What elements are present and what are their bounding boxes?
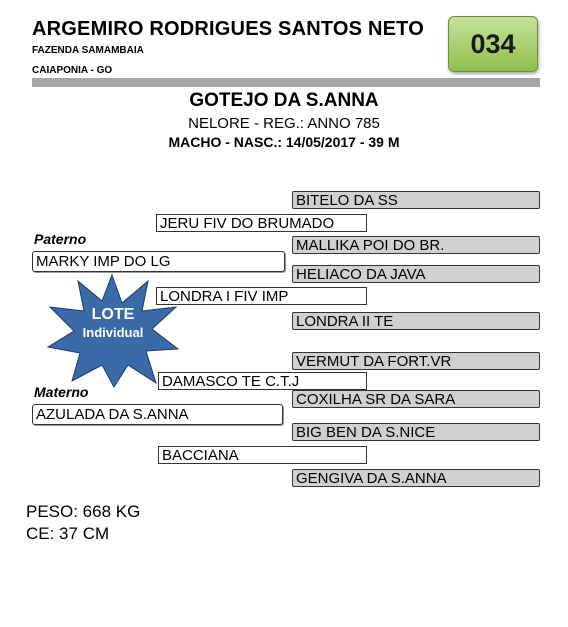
pedigree-dam-dam-dam: GENGIVA DA S.ANNA: [292, 469, 540, 487]
pedigree-dam-sire-dam: COXILHA SR DA SARA: [292, 390, 540, 408]
farm-name: FAZENDA SAMAMBAIA: [32, 45, 144, 56]
paterno-label: Paterno: [34, 231, 87, 247]
pedigree-dam: AZULADA DA S.ANNA: [32, 404, 283, 425]
animal-name: GOTEJO DA S.ANNA: [189, 90, 379, 111]
breed-registration: NELORE - REG.: ANNO 785: [188, 115, 380, 132]
materno-label: Materno: [34, 384, 89, 400]
pedigree-sire-dam-sire: HELIACO DA JAVA: [292, 265, 540, 283]
header-divider: [32, 78, 540, 87]
pedigree-dam-dam-sire: BIG BEN DA S.NICE: [292, 423, 540, 441]
pedigree-dam-sire-sire: VERMUT DA FORT.VR: [292, 352, 540, 370]
pedigree-sire-dam-dam: LONDRA II TE: [292, 312, 540, 330]
individual-label: Individual: [82, 325, 144, 340]
weight-stat: PESO: 668 KG: [26, 502, 141, 521]
ce-stat: CE: 37 CM: [26, 524, 110, 543]
city-name: CAIAPONIA - GO: [32, 65, 113, 76]
pedigree-sire: MARKY IMP DO LG: [32, 251, 285, 272]
pedigree-sire-sire-dam: MALLIKA POI DO BR.: [292, 236, 540, 254]
lot-number-badge: 034: [448, 16, 538, 72]
lote-individual-text: [58, 306, 168, 342]
pedigree-sire-dam: LONDRA I FIV IMP: [156, 287, 367, 305]
sex-birth-date: MACHO - NASC.: 14/05/2017 - 39 M: [168, 134, 400, 150]
pedigree-dam-dam: BACCIANA: [158, 446, 367, 464]
pedigree-sire-sire: JERU FIV DO BRUMADO: [156, 214, 367, 232]
pedigree-dam-sire: DAMASCO TE C.T.J: [158, 372, 367, 390]
owner-name: ARGEMIRO RODRIGUES SANTOS NETO: [32, 18, 424, 40]
lote-label: LOTE: [91, 306, 135, 323]
pedigree-sire-sire-sire: BITELO DA SS: [292, 191, 540, 209]
